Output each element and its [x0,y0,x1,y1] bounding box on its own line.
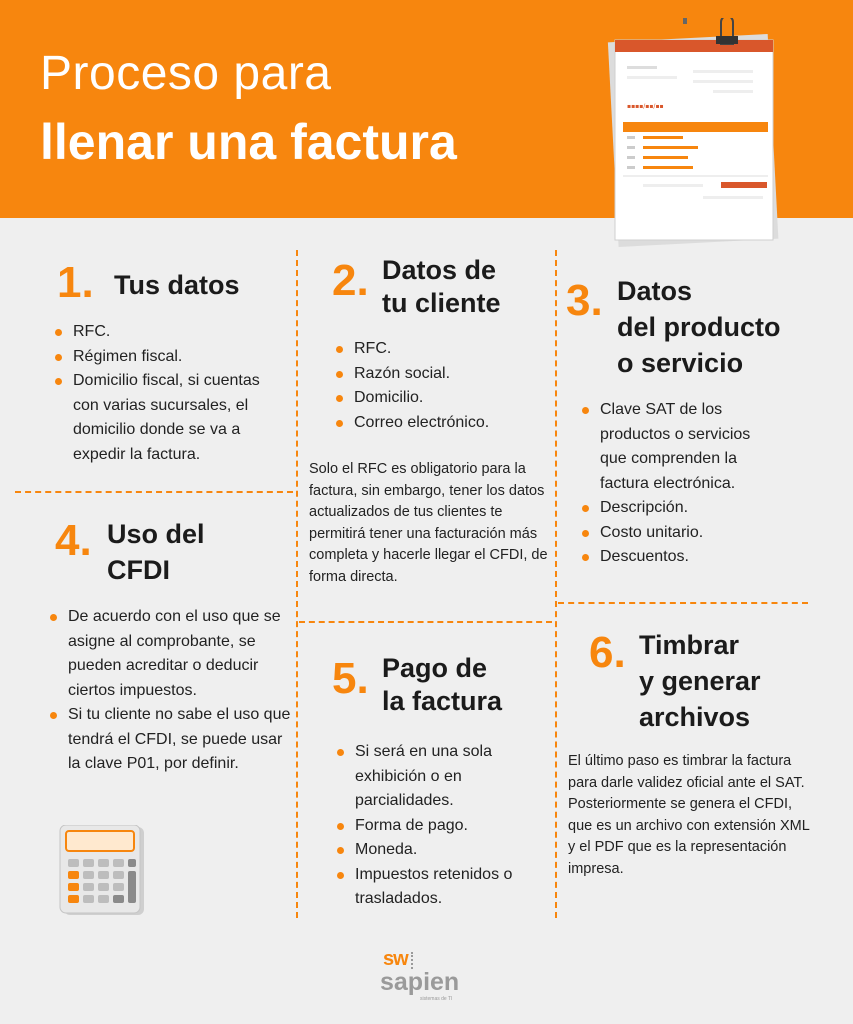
section-1-title-line: Tus datos [114,270,240,300]
section-6-title-line: Timbrar [639,630,740,660]
section-6-title-line: y generar [639,666,761,696]
invoice-date: ▪▪▪▪/▪▪/▪▪ [627,103,664,110]
section-1-number: 1. [57,258,94,307]
invoice-document-icon [603,18,783,248]
section-5-title [382,652,502,718]
section-2-number: 2. [332,256,369,305]
title-line-2: llenar una factura [40,114,457,170]
bullet-item: Forma de pago. [337,814,537,839]
bullet-item: Si tu cliente no sabe el uso que tendrá el CFDI, se puede usar la clave P01, por definir. [50,703,292,777]
divider-horizontal-middle [299,621,552,623]
bullet-item: Impuestos retenidos o trasladados. [337,863,537,912]
divider-horizontal-right [558,602,808,604]
section-4-number: 4. [55,516,92,565]
section-5-number: 5. [332,654,369,703]
bullet-item: Moneda. [337,838,537,863]
section-6-note: El último paso es timbrar la factura para darle validez oficial ante el SAT. Posteriormente se genera el CFDI, que es un archivo con extensión XML y el PDF que es la representación impresa. [568,753,810,877]
section-4-title-line: CFDI [107,555,170,585]
bullet-item: Domicilio. [336,386,546,411]
bullet-item: De acuerdo con el uso que se asigne al comprobante, se pueden acreditar o deducir ciertos impuestos. [50,605,292,703]
section-3-title [617,273,781,381]
title-line-1: Proceso para [40,47,332,100]
logo-separator [411,952,415,969]
section-2-bullets [336,337,546,435]
logo-tagline: sistemas de TI [420,996,453,1002]
bullet-item: RFC. [336,337,546,362]
bullet-item: Régimen fiscal. [55,345,287,370]
section-6-number: 6. [589,628,626,677]
section-4-bullets [50,605,292,777]
bullet-item: Razón social. [336,362,546,387]
section-1-bullets [55,320,287,467]
bullet-item: Clave SAT de los productos o servicios que comprenden la factura electrónica. [582,398,772,496]
bullet-item: Descuentos. [582,545,772,570]
section-3-number: 3. [566,276,603,325]
section-5-title-line: Pago de [382,653,488,683]
bullet-item: RFC. [55,320,287,345]
section-3-title-line: Datos [617,276,693,306]
bullet-item: Si será en una sola exhibición o en parcialidades. [337,740,537,814]
bullet-item: Descripción. [582,496,772,521]
section-6-title-line: archivos [639,702,751,732]
section-2-title-line: Datos de [382,255,497,285]
section-4-title [107,516,205,588]
divider-horizontal-left [15,491,293,493]
section-2-title [382,254,501,320]
bullet-item: Domicilio fiscal, si cuentas con varias sucursales, el domicilio donde se va a expedir la factura. [55,369,287,467]
section-5-bullets [337,740,537,912]
section-2-title-line: tu cliente [382,288,501,318]
section-2-note: Solo el RFC es obligatorio para la factura, sin embargo, tener los datos actualizados de tus clientes te permitirá tener una facturación más completa y hacerle llegar el CFDI, de forma directa. [309,461,548,585]
section-1-title [114,269,240,302]
section-3-title-line: o servicio [617,348,744,378]
calculator-icon [58,825,150,917]
section-4-title-line: Uso del [107,519,205,549]
divider-vertical-left [296,250,298,918]
logo-name: sapien [380,968,460,996]
sw-sapien-logo [380,950,480,1004]
bullet-item: Correo electrónico. [336,411,546,436]
bullet-item: Costo unitario. [582,521,772,546]
divider-vertical-right [555,250,557,918]
section-5-title-line: la factura [382,686,503,716]
section-6-title [639,627,761,735]
section-3-title-line: del producto [617,312,781,342]
logo-mark: sw [383,948,408,970]
section-3-bullets [582,398,772,570]
